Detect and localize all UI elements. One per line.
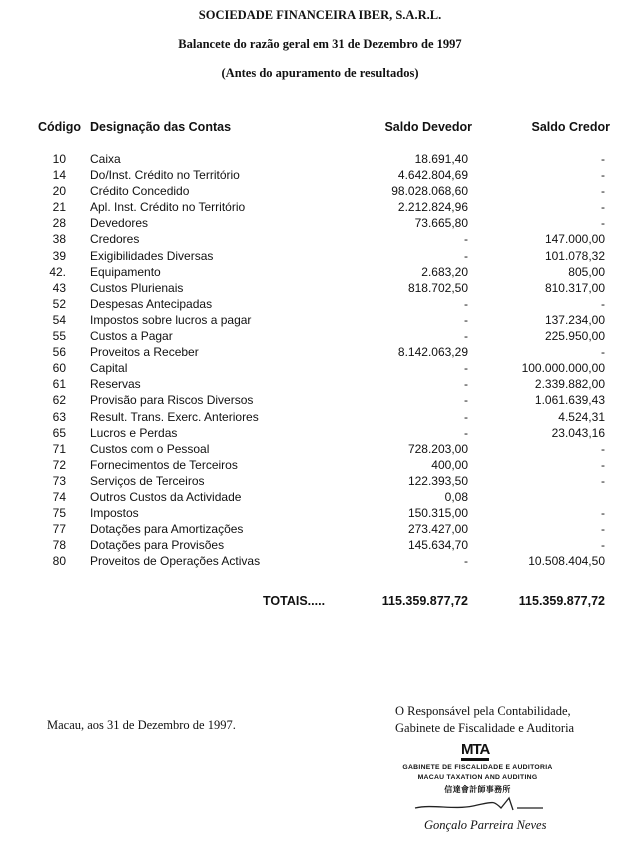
row-name: Outros Custos da Actividade — [90, 489, 242, 504]
row-credit: 137.234,00 — [544, 312, 605, 327]
row-credit: - — [601, 152, 605, 166]
table-row — [0, 457, 640, 473]
row-credit: - — [601, 506, 605, 521]
company-stamp — [395, 742, 560, 814]
column-header-credit: Saldo Credor — [531, 120, 610, 134]
row-code: 10 — [52, 152, 66, 166]
table-row — [0, 473, 640, 489]
row-debit: - — [464, 232, 468, 247]
row-credit: 810.317,00 — [544, 280, 605, 295]
row-code: 52 — [52, 296, 66, 311]
row-code: 78 — [52, 538, 66, 553]
row-code: 77 — [52, 522, 66, 537]
row-debit: 150.315,00 — [407, 506, 468, 521]
row-credit: - — [601, 457, 605, 472]
row-debit: - — [464, 361, 468, 376]
row-debit: 145.634,70 — [407, 538, 468, 553]
row-debit: - — [464, 329, 468, 344]
table-row — [0, 199, 640, 215]
row-name: Crédito Concedido — [90, 184, 190, 199]
totals-label: TOTAIS..... — [263, 594, 326, 608]
row-debit: 728.203,00 — [407, 441, 468, 456]
row-name: Capital — [90, 361, 128, 376]
table-row — [0, 489, 640, 505]
row-code: 63 — [52, 409, 66, 424]
row-credit: - — [601, 184, 605, 199]
row-debit: 4.642.804,69 — [397, 168, 468, 183]
row-code: 62 — [52, 393, 66, 408]
row-code: 65 — [52, 425, 66, 440]
row-code: 56 — [52, 345, 66, 360]
place-date: Macau, aos 31 de Dezembro de 1997. — [47, 718, 236, 732]
row-name: Impostos sobre lucros a pagar — [90, 312, 252, 327]
row-code: 42. — [49, 264, 66, 279]
row-name: Custos a Pagar — [90, 329, 173, 344]
table-row — [0, 360, 640, 376]
row-credit: - — [601, 216, 605, 231]
row-debit: - — [464, 554, 468, 569]
row-name: Custos Plurienais — [90, 280, 184, 295]
row-credit: 100.000.000,00 — [521, 361, 605, 376]
row-name: Equipamento — [90, 264, 161, 279]
row-credit: - — [601, 441, 605, 456]
row-name: Result. Trans. Exerc. Anteriores — [90, 409, 259, 424]
row-credit: 147.000,00 — [544, 232, 605, 247]
document-title: Balancete do razão geral em 31 de Dezembro de 1997 — [178, 37, 462, 51]
row-name: Proveitos de Operações Activas — [90, 554, 261, 569]
totals-credit: 115.359.877,72 — [518, 594, 605, 608]
totals-debit: 115.359.877,72 — [381, 594, 468, 608]
row-credit: 4.524,31 — [558, 409, 605, 424]
row-name: Despesas Antecipadas — [90, 296, 213, 311]
row-name: Fornecimentos de Terceiros — [90, 457, 238, 472]
table-row — [0, 409, 640, 425]
row-code: 72 — [52, 457, 66, 472]
responsible-line-1: O Responsável pela Contabilidade, — [395, 704, 571, 718]
signatory-name: Gonçalo Parreira Neves — [424, 818, 547, 832]
row-credit: 1.061.639,43 — [534, 393, 605, 408]
row-code: 55 — [52, 329, 66, 344]
totals-row — [0, 594, 640, 612]
table-row — [0, 167, 640, 183]
row-code: 54 — [52, 312, 66, 327]
responsible-line-2: Gabinete de Fiscalidade e Auditoria — [395, 721, 575, 735]
row-credit: 2.339.882,00 — [534, 377, 605, 392]
row-code: 75 — [52, 506, 66, 521]
row-code: 80 — [52, 554, 66, 569]
table-row — [0, 425, 640, 441]
row-credit: - — [601, 296, 605, 311]
stamp-line-2: MACAU TAXATION AND AUDITING — [417, 774, 538, 781]
column-header-debit: Saldo Devedor — [384, 120, 472, 134]
document-subtitle: (Antes do apuramento de resultados) — [221, 66, 419, 80]
row-name: Provisão para Riscos Diversos — [90, 393, 254, 408]
row-name: Dotações para Amortizações — [90, 522, 244, 537]
row-debit: - — [464, 312, 468, 327]
row-credit: - — [601, 538, 605, 553]
column-header-name: Designação das Contas — [90, 120, 232, 134]
row-debit: - — [464, 425, 468, 440]
table-row — [0, 312, 640, 328]
column-header-code: Código — [38, 120, 82, 134]
row-name: Custos com o Pessoal — [90, 441, 210, 456]
row-debit: 273.427,00 — [407, 522, 468, 537]
table-row — [0, 344, 640, 360]
row-code: 14 — [52, 168, 66, 183]
row-name: Do/Inst. Crédito no Território — [90, 168, 240, 183]
company-name: SOCIEDADE FINANCEIRA IBER, S.A.R.L. — [198, 8, 442, 22]
table-row — [0, 521, 640, 537]
row-name: Caixa — [90, 152, 121, 166]
stamp-line-3: 信達會計師事務所 — [444, 785, 511, 794]
table-row — [0, 553, 640, 569]
row-code: 21 — [52, 200, 66, 215]
row-debit: 2.683,20 — [421, 264, 468, 279]
row-credit: 23.043,16 — [551, 425, 605, 440]
row-debit: - — [464, 409, 468, 424]
table-row — [0, 280, 640, 296]
row-debit: 0,08 — [444, 489, 468, 504]
table-row — [0, 441, 640, 457]
ledger-table — [0, 151, 640, 569]
row-debit: - — [464, 377, 468, 392]
row-code: 74 — [52, 489, 66, 504]
table-row — [0, 376, 640, 392]
row-credit: - — [601, 200, 605, 215]
table-row — [0, 296, 640, 312]
signature-icon — [413, 794, 553, 814]
row-debit: 73.665,80 — [414, 216, 468, 231]
row-code: 38 — [52, 232, 66, 247]
stamp-logo: MTA — [461, 742, 489, 761]
row-name: Dotações para Provisões — [90, 538, 225, 553]
row-debit: - — [464, 393, 468, 408]
row-code: 61 — [52, 377, 66, 392]
row-debit: 818.702,50 — [407, 280, 468, 295]
row-code: 39 — [52, 248, 66, 263]
table-row — [0, 215, 640, 231]
stamp-line-1: GABINETE DE FISCALIDADE E AUDITORIA — [402, 764, 553, 771]
table-row — [0, 151, 640, 167]
row-debit: 400,00 — [431, 457, 468, 472]
row-credit: 225.950,00 — [544, 329, 605, 344]
row-name: Credores — [90, 232, 140, 247]
table-row — [0, 248, 640, 264]
row-debit: - — [464, 296, 468, 311]
row-credit: - — [601, 345, 605, 360]
row-code: 20 — [52, 184, 66, 199]
row-name: Reservas — [90, 377, 141, 392]
row-debit: 2.212.824,96 — [397, 200, 468, 215]
table-row — [0, 537, 640, 553]
row-name: Exigibilidades Diversas — [90, 248, 214, 263]
row-debit: - — [464, 248, 468, 263]
row-name: Lucros e Perdas — [90, 425, 178, 440]
row-code: 73 — [52, 473, 66, 488]
row-name: Impostos — [90, 506, 139, 521]
table-row — [0, 505, 640, 521]
row-code: 71 — [52, 441, 66, 456]
table-row — [0, 264, 640, 280]
row-debit: 98.028.068,60 — [391, 184, 468, 199]
row-debit: 122.393,50 — [407, 473, 468, 488]
row-credit: 101.078,32 — [544, 248, 605, 263]
table-row — [0, 392, 640, 408]
table-row — [0, 328, 640, 344]
table-row — [0, 231, 640, 247]
row-name: Proveitos a Receber — [90, 345, 199, 360]
row-name: Serviços de Terceiros — [90, 473, 205, 488]
row-name: Apl. Inst. Crédito no Território — [90, 200, 246, 215]
row-name: Devedores — [90, 216, 149, 231]
row-credit: - — [601, 168, 605, 183]
row-credit: - — [601, 473, 605, 488]
row-debit: 8.142.063,29 — [397, 345, 468, 360]
table-row — [0, 183, 640, 199]
row-code: 28 — [52, 216, 66, 231]
row-credit: 805,00 — [568, 264, 605, 279]
row-code: 60 — [52, 361, 66, 376]
row-code: 43 — [52, 280, 66, 295]
row-credit: - — [601, 522, 605, 537]
row-credit: 10.508.404,50 — [528, 554, 605, 569]
row-debit: 18.691,40 — [414, 152, 468, 166]
